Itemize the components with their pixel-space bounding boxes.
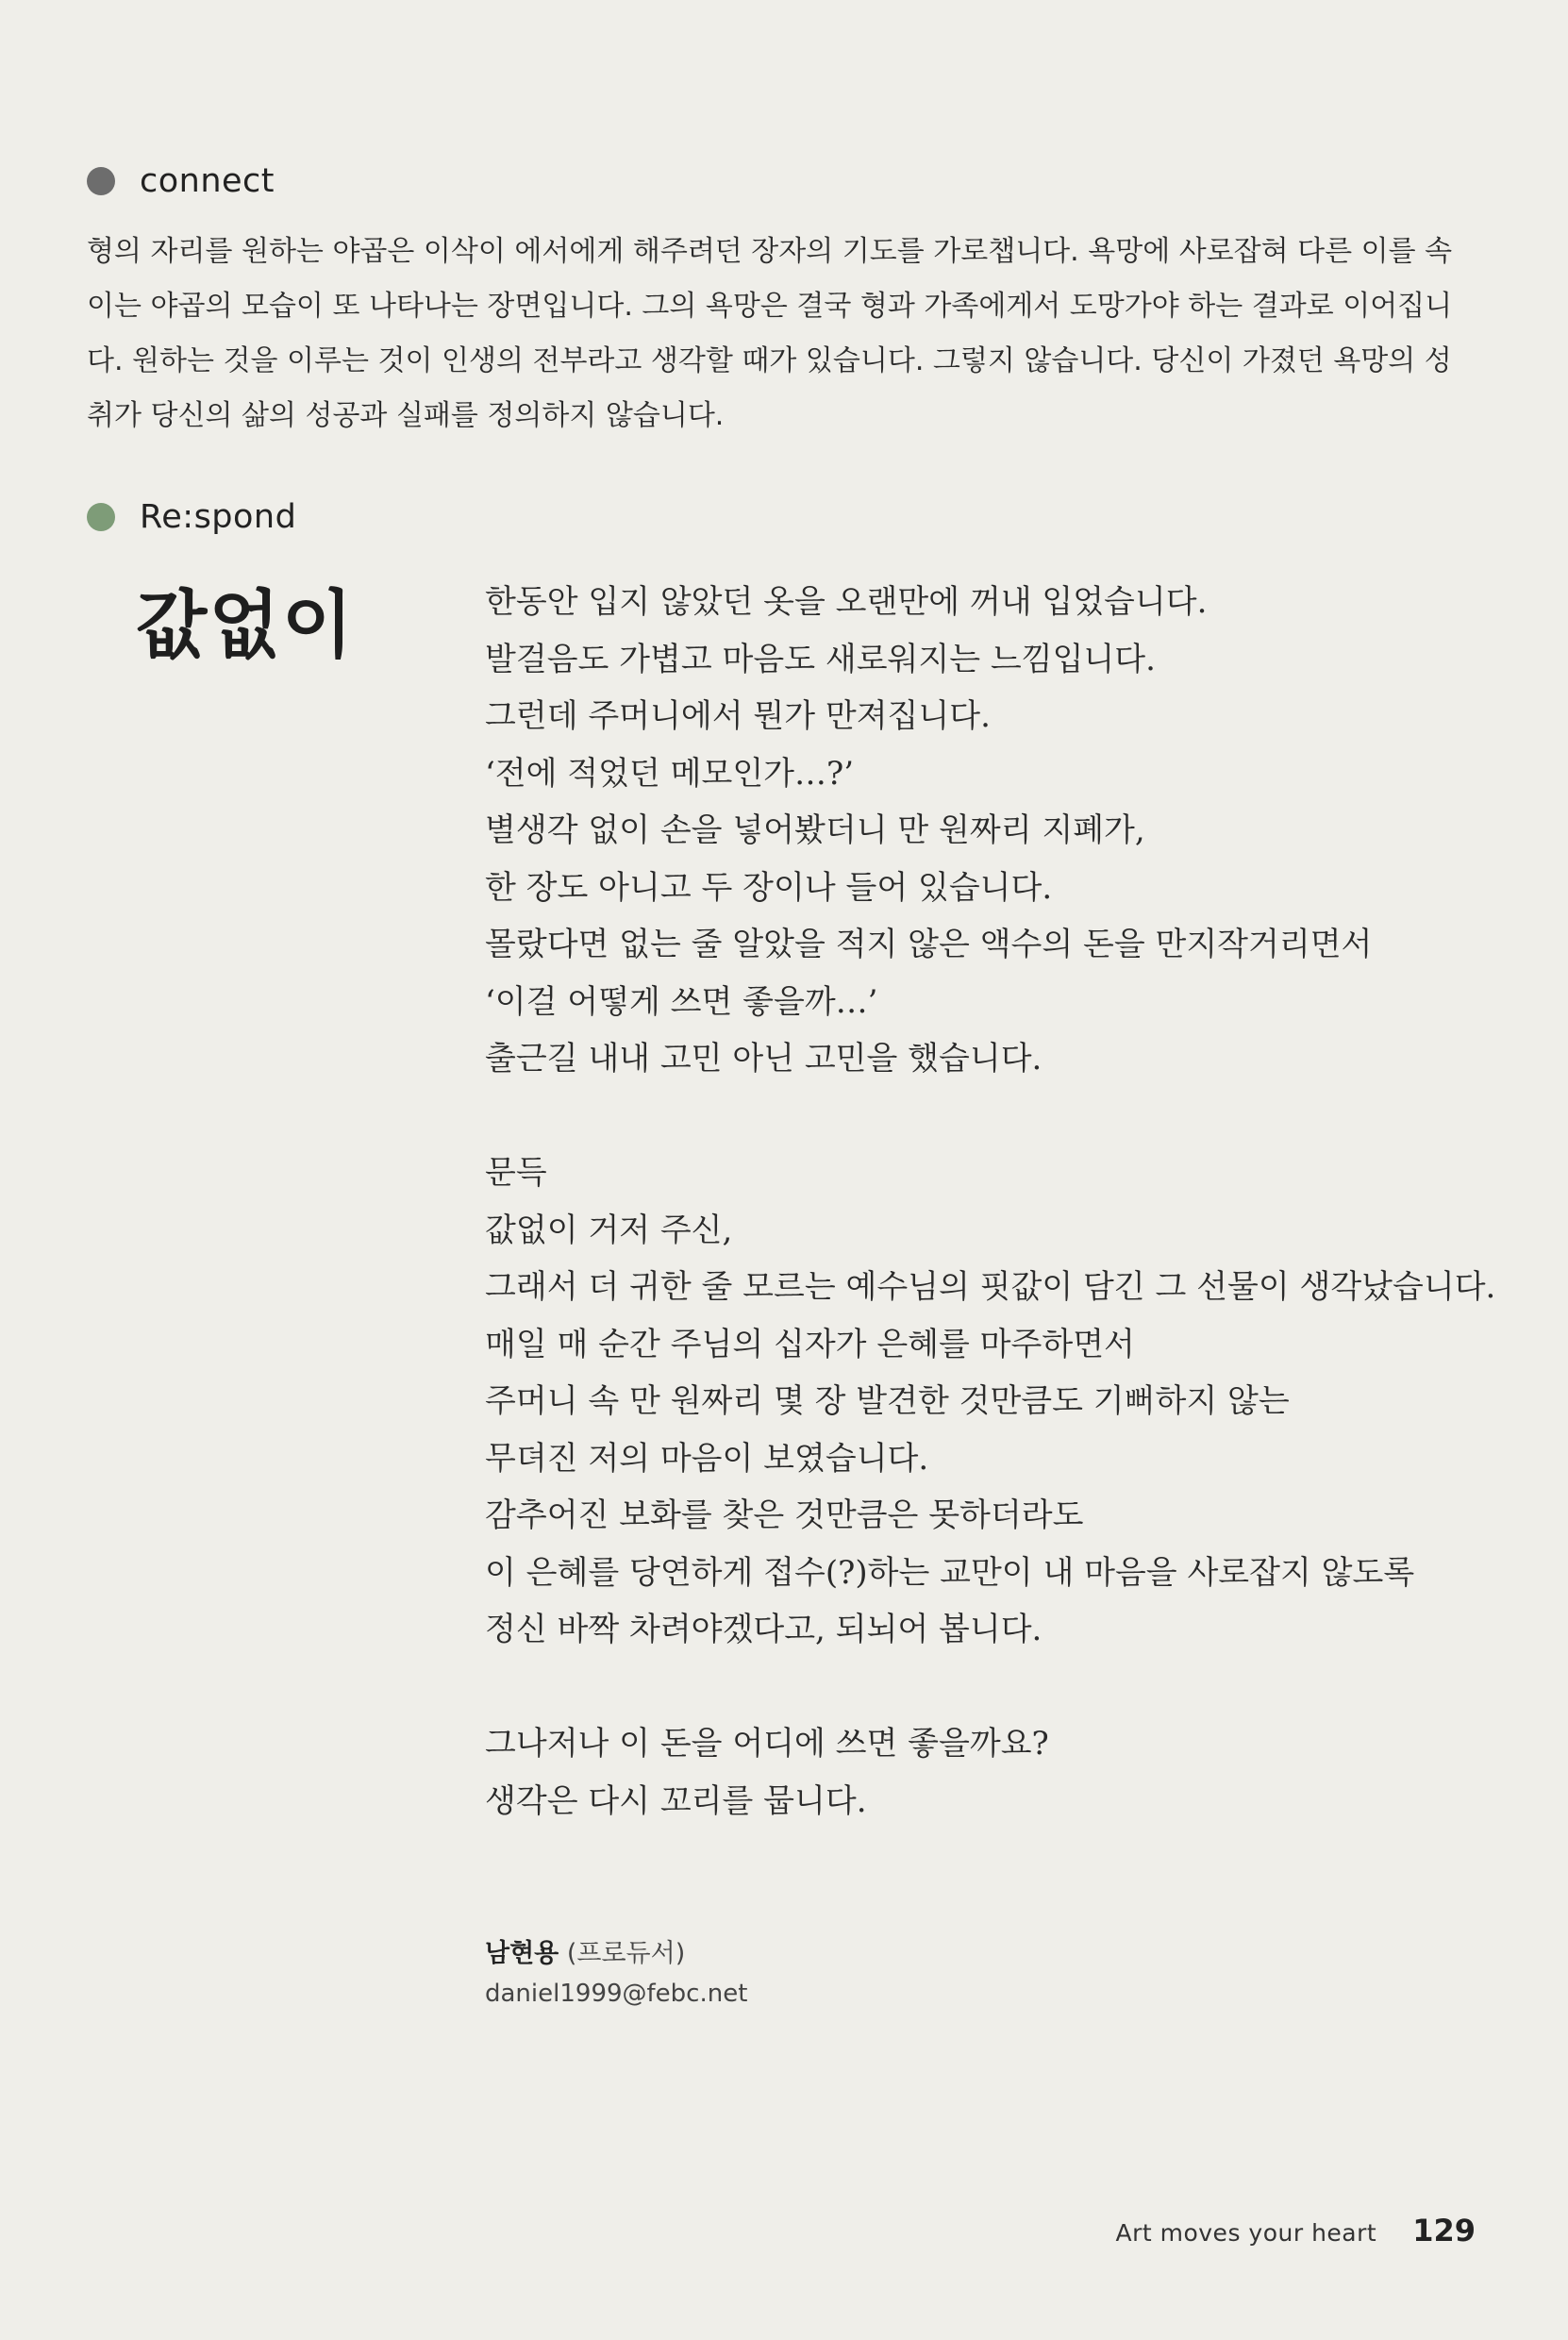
page-number: 129 (1412, 2213, 1476, 2248)
respond-section-header (87, 498, 296, 536)
green-circle-bullet-icon (87, 503, 115, 531)
poem-line: 그래서 더 귀한 줄 모르는 예수님의 핏값이 담긴 그 선물이 생각났습니다. (485, 1268, 1496, 1306)
poem-line: 값없이 거저 주신, (485, 1211, 733, 1249)
respond-heading: Re:spond (140, 498, 297, 536)
poem-stanza-break (485, 1088, 1504, 1145)
respond-poem (485, 574, 1504, 1830)
poem-line: 무뎌진 저의 마음이 보였습니다. (485, 1439, 929, 1478)
poem-line: 생각은 다시 꼬리를 뭅니다. (485, 1781, 867, 1820)
author-name-row (485, 1934, 747, 1974)
poem-line: 출근길 내내 고민 아닌 고민을 했습니다. (485, 1040, 1043, 1078)
author-email: daniel1999@febc.net (485, 1980, 748, 2008)
poem-line: 이 은혜를 당연하게 접수(?)하는 교만이 내 마음을 사로잡지 않도록 (485, 1553, 1415, 1592)
poem-line: 한 장도 아니고 두 장이나 들어 있습니다. (485, 868, 1053, 907)
poem-line: 문득 (485, 1154, 547, 1192)
poem-line: 별생각 없이 손을 넣어봤더니 만 원짜리 지폐가, (485, 811, 1145, 849)
poem-line: 주머니 속 만 원짜리 몇 장 발견한 것만큼도 기뻐하지 않는 (485, 1382, 1290, 1420)
poem-line: 정신 바짝 차려야겠다고, 되뇌어 봅니다. (485, 1611, 1043, 1648)
connect-heading: connect (140, 162, 275, 200)
author-block (485, 1934, 747, 2014)
author-role: (프로듀서) (566, 1939, 686, 1968)
poem-line: 한동안 입지 않았던 옷을 오랜만에 꺼내 입었습니다. (485, 583, 1208, 621)
gray-circle-bullet-icon (87, 167, 115, 195)
poem-line: 매일 매 순간 주님의 십자가 은혜를 마주하면서 (485, 1325, 1135, 1363)
author-name: 남현용 (485, 1939, 559, 1968)
respond-title: 값없이 (136, 583, 356, 668)
poem-line: ‘이걸 어떻게 쓰면 좋을까…’ (485, 982, 878, 1021)
connect-section-header (87, 162, 275, 200)
footer-tagline: Art moves your heart (1115, 2219, 1377, 2247)
poem-line: 그나저나 이 돈을 어디에 쓰면 좋을까요? (485, 1725, 1049, 1763)
poem-line: 감추어진 보화를 찾은 것만큼은 못하더라도 (485, 1496, 1084, 1534)
poem-line: 발걸음도 가볍고 마음도 새로워지는 느낌입니다. (485, 640, 1156, 678)
poem-line: 그런데 주머니에서 뭔가 만져집니다. (485, 697, 991, 735)
connect-body-text: 형의 자리를 원하는 야곱은 이삭이 에서에게 해주려던 장자의 기도를 가로챕니다. 욕망에 사로잡혀 다른 이를 속이는 야곱의 모습이 또 나타나는 장면입니다. 그의 욕망은 결국 형과 가족에게서 도망가야 하는 결과로 이어집니다. 원하는 것을 이루는 것이 인생의 전부라고 생각할 때가 있습니다. 그렇지 않습니다. 당신이 가졌던 욕망의 성취가 당신의 삶의 성공과 실패를 정의하지 않습니다. (87, 235, 1453, 432)
page-footer (1115, 2213, 1476, 2248)
poem-line: 몰랐다면 없는 줄 알았을 적지 않은 액수의 돈을 만지작거리면서 (485, 926, 1373, 963)
poem-stanza-break (485, 1659, 1504, 1716)
poem-line: ‘전에 적었던 메모인가…?’ (485, 754, 855, 793)
